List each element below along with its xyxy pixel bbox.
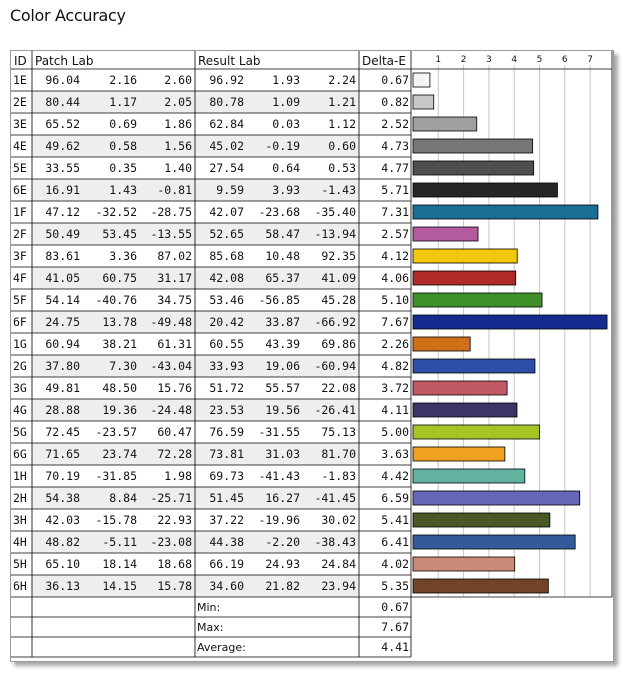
patch-id: 6H <box>13 579 27 593</box>
patch-lab-value: 47.12 <box>45 205 80 219</box>
delta-e-value: 2.52 <box>381 117 409 131</box>
delta-e-bar <box>413 183 557 197</box>
x-tick-label: 7 <box>587 55 593 65</box>
result-lab-value: 30.02 <box>321 513 356 527</box>
patch-id: 1H <box>13 469 27 483</box>
patch-lab-value: 22.93 <box>157 513 192 527</box>
row-shade <box>32 267 359 289</box>
delta-e-bar <box>413 491 580 505</box>
result-lab-value: 45.28 <box>321 293 356 307</box>
x-tick-label: 1 <box>435 55 442 65</box>
result-lab-value: 73.81 <box>209 447 244 461</box>
patch-lab-value: -32.52 <box>95 205 137 219</box>
patch-lab-value: 1.40 <box>164 161 192 175</box>
x-tick-label: 5 <box>536 55 543 65</box>
patch-id: 4E <box>13 139 27 153</box>
result-lab-value: 27.54 <box>209 161 244 175</box>
patch-lab-value: 23.74 <box>102 447 137 461</box>
delta-e-bar <box>413 425 540 439</box>
delta-e-value: 7.31 <box>381 205 409 219</box>
result-lab-value: -1.43 <box>321 183 356 197</box>
delta-e-value: 5.00 <box>381 425 409 439</box>
result-lab-value: 96.92 <box>209 73 244 87</box>
patch-id: 3G <box>13 381 27 395</box>
delta-e-value: 4.82 <box>381 359 409 373</box>
result-lab-value: 51.45 <box>209 491 244 505</box>
delta-e-bar <box>413 359 535 373</box>
patch-id: 2H <box>13 491 27 505</box>
delta-e-value: 4.73 <box>381 139 409 153</box>
patch-lab-value: 1.43 <box>109 183 137 197</box>
delta-e-value: 0.82 <box>381 95 409 109</box>
patch-lab-value: 1.86 <box>164 117 192 131</box>
patch-lab-value: 1.17 <box>109 95 137 109</box>
summary-value: 0.67 <box>381 600 409 614</box>
patch-lab-value: -23.08 <box>150 535 192 549</box>
patch-lab-value: 13.78 <box>102 315 137 329</box>
result-lab-value: 69.73 <box>209 469 244 483</box>
patch-lab-value: 16.91 <box>45 183 80 197</box>
delta-e-bar <box>413 403 517 417</box>
result-lab-value: 1.93 <box>272 73 300 87</box>
summary-value: 7.67 <box>381 620 409 634</box>
row-shade <box>32 91 359 113</box>
patch-lab-value: -23.57 <box>95 425 137 439</box>
patch-id: 1G <box>13 337 27 351</box>
result-lab-value: 1.09 <box>272 95 300 109</box>
result-lab-value: -2.20 <box>265 535 300 549</box>
patch-lab-value: 7.30 <box>109 359 137 373</box>
patch-lab-value: -13.55 <box>150 227 192 241</box>
result-lab-value: 76.59 <box>209 425 244 439</box>
patch-lab-value: -24.48 <box>150 403 192 417</box>
result-lab-value: 45.02 <box>209 139 244 153</box>
page-title: Color Accuracy <box>10 6 126 25</box>
patch-lab-value: 0.58 <box>109 139 137 153</box>
result-lab-value: 42.07 <box>209 205 244 219</box>
result-lab-value: -38.43 <box>314 535 356 549</box>
result-lab-value: 23.94 <box>321 579 356 593</box>
row-shade <box>32 311 359 333</box>
result-lab-value: 37.22 <box>209 513 244 527</box>
delta-e-value: 4.02 <box>381 557 409 571</box>
result-lab-value: 34.60 <box>209 579 244 593</box>
delta-e-bar <box>413 139 533 153</box>
result-lab-value: 16.27 <box>265 491 300 505</box>
header-result-lab: Result Lab <box>198 54 261 68</box>
patch-lab-value: 33.55 <box>45 161 80 175</box>
patch-lab-value: -0.81 <box>157 183 192 197</box>
delta-e-value: 6.41 <box>381 535 409 549</box>
result-lab-value: 65.37 <box>265 271 300 285</box>
result-lab-value: 44.38 <box>209 535 244 549</box>
result-lab-value: 85.68 <box>209 249 244 263</box>
patch-lab-value: 38.21 <box>102 337 137 351</box>
patch-lab-value: 70.19 <box>45 469 80 483</box>
result-lab-value: 19.56 <box>265 403 300 417</box>
patch-id: 3E <box>13 117 27 131</box>
patch-lab-value: 71.65 <box>45 447 80 461</box>
delta-e-bar <box>413 227 478 241</box>
patch-lab-value: 34.75 <box>157 293 192 307</box>
summary-label: Min: <box>197 601 221 614</box>
delta-e-value: 5.35 <box>381 579 409 593</box>
row-shade <box>32 223 359 245</box>
delta-e-value: 5.10 <box>381 293 409 307</box>
x-tick-label: 2 <box>460 55 467 65</box>
patch-lab-value: 15.76 <box>157 381 192 395</box>
patch-id: 4F <box>13 271 27 285</box>
delta-e-value: 5.71 <box>381 183 409 197</box>
result-lab-value: -1.83 <box>321 469 356 483</box>
patch-lab-value: -15.78 <box>95 513 137 527</box>
delta-e-bar <box>413 161 534 175</box>
x-tick-label: 6 <box>561 55 568 65</box>
result-lab-value: 33.87 <box>265 315 300 329</box>
row-shade <box>32 135 359 157</box>
patch-lab-value: 18.68 <box>157 557 192 571</box>
result-lab-value: -23.68 <box>258 205 300 219</box>
result-lab-value: -13.94 <box>314 227 356 241</box>
result-lab-value: 0.60 <box>328 139 356 153</box>
result-lab-value: 51.72 <box>209 381 244 395</box>
result-lab-value: 20.42 <box>209 315 244 329</box>
patch-lab-value: 0.35 <box>109 161 137 175</box>
summary-value: 4.41 <box>381 640 409 654</box>
patch-id: 6F <box>13 315 27 329</box>
delta-e-value: 4.42 <box>381 469 409 483</box>
delta-e-value: 3.63 <box>381 447 409 461</box>
patch-lab-value: 49.62 <box>45 139 80 153</box>
header-delta-e: Delta-E <box>362 54 406 68</box>
result-lab-value: 41.09 <box>321 271 356 285</box>
patch-lab-value: 83.61 <box>45 249 80 263</box>
patch-lab-value: 60.47 <box>157 425 192 439</box>
patch-lab-value: 15.78 <box>157 579 192 593</box>
result-lab-value: -56.85 <box>258 293 300 307</box>
result-lab-value: 24.93 <box>265 557 300 571</box>
delta-e-bar <box>413 447 505 461</box>
delta-e-bar <box>413 513 550 527</box>
patch-lab-value: 72.28 <box>157 447 192 461</box>
delta-e-bar <box>413 249 517 263</box>
patch-lab-value: 48.50 <box>102 381 137 395</box>
patch-lab-value: 18.14 <box>102 557 137 571</box>
row-shade <box>32 399 359 421</box>
delta-e-value: 2.57 <box>381 227 409 241</box>
delta-e-value: 7.67 <box>381 315 409 329</box>
delta-e-bar <box>413 469 525 483</box>
summary-label: Average: <box>197 641 246 654</box>
result-lab-value: -60.94 <box>314 359 356 373</box>
patch-id: 1E <box>13 73 27 87</box>
x-tick-label: 4 <box>511 55 518 65</box>
delta-e-value: 4.11 <box>381 403 409 417</box>
delta-e-bar <box>413 579 548 593</box>
patch-lab-value: 60.94 <box>45 337 80 351</box>
result-lab-value: -66.92 <box>314 315 356 329</box>
patch-lab-value: 28.88 <box>45 403 80 417</box>
patch-lab-value: 24.75 <box>45 315 80 329</box>
delta-e-value: 4.12 <box>381 249 409 263</box>
delta-e-bar <box>413 381 507 395</box>
result-lab-value: 66.19 <box>209 557 244 571</box>
patch-lab-value: -43.04 <box>150 359 192 373</box>
row-shade <box>32 575 359 597</box>
row-shade <box>32 355 359 377</box>
delta-e-value: 0.67 <box>381 73 409 87</box>
patch-id: 3F <box>13 249 27 263</box>
patch-lab-value: 31.17 <box>157 271 192 285</box>
delta-e-bar <box>413 205 598 219</box>
patch-id: 6E <box>13 183 27 197</box>
patch-lab-value: 42.03 <box>45 513 80 527</box>
patch-id: 5F <box>13 293 27 307</box>
delta-e-bar <box>413 95 434 109</box>
header-id: ID <box>14 54 27 68</box>
patch-id: 4H <box>13 535 27 549</box>
result-lab-value: -26.41 <box>314 403 356 417</box>
delta-e-bar <box>413 117 477 131</box>
patch-lab-value: -5.11 <box>102 535 137 549</box>
delta-e-value: 4.06 <box>381 271 409 285</box>
result-lab-value: 2.24 <box>328 73 356 87</box>
patch-lab-value: 14.15 <box>102 579 137 593</box>
header-patch-lab: Patch Lab <box>35 54 94 68</box>
patch-lab-value: 87.02 <box>157 249 192 263</box>
delta-e-bar <box>413 73 430 87</box>
delta-e-value: 6.59 <box>381 491 409 505</box>
patch-lab-value: 61.31 <box>157 337 192 351</box>
result-lab-value: -0.19 <box>265 139 300 153</box>
patch-lab-value: -25.71 <box>150 491 192 505</box>
result-lab-value: 9.59 <box>216 183 244 197</box>
patch-id: 6G <box>13 447 27 461</box>
result-lab-value: 1.21 <box>328 95 356 109</box>
result-lab-value: -19.96 <box>258 513 300 527</box>
delta-e-value: 3.72 <box>381 381 409 395</box>
delta-e-value: 4.77 <box>381 161 409 175</box>
patch-lab-value: 2.60 <box>164 73 192 87</box>
patch-lab-value: 65.10 <box>45 557 80 571</box>
patch-lab-value: -49.48 <box>150 315 192 329</box>
result-lab-value: 52.65 <box>209 227 244 241</box>
delta-e-bar <box>413 535 575 549</box>
delta-e-bar <box>413 271 516 285</box>
patch-id: 5E <box>13 161 27 175</box>
result-lab-value: 58.47 <box>265 227 300 241</box>
patch-lab-value: 80.44 <box>45 95 80 109</box>
x-tick-label: 3 <box>486 55 492 65</box>
patch-id: 1F <box>13 205 27 219</box>
patch-id: 5H <box>13 557 27 571</box>
result-lab-value: 21.82 <box>265 579 300 593</box>
patch-lab-value: 72.45 <box>45 425 80 439</box>
result-lab-value: 0.03 <box>272 117 300 131</box>
result-lab-value: 42.08 <box>209 271 244 285</box>
result-lab-value: 75.13 <box>321 425 356 439</box>
patch-lab-value: 8.84 <box>109 491 137 505</box>
row-shade <box>32 487 359 509</box>
delta-e-bar <box>413 557 515 571</box>
result-lab-value: 92.35 <box>321 249 356 263</box>
row-shade <box>32 443 359 465</box>
delta-e-value: 5.41 <box>381 513 409 527</box>
result-lab-value: 1.12 <box>328 117 356 131</box>
row-shade <box>32 531 359 553</box>
patch-lab-value: 54.14 <box>45 293 80 307</box>
result-lab-value: 22.08 <box>321 381 356 395</box>
patch-id: 2F <box>13 227 27 241</box>
delta-e-bar <box>413 315 607 329</box>
result-lab-value: 3.93 <box>272 183 300 197</box>
result-lab-value: 62.84 <box>209 117 244 131</box>
patch-lab-value: 2.16 <box>109 73 137 87</box>
delta-e-value: 2.26 <box>381 337 409 351</box>
patch-id: 4G <box>13 403 27 417</box>
patch-lab-value: 41.05 <box>45 271 80 285</box>
result-lab-value: 69.86 <box>321 337 356 351</box>
result-lab-value: -31.55 <box>258 425 300 439</box>
patch-lab-value: -31.85 <box>95 469 137 483</box>
result-lab-value: -41.45 <box>314 491 356 505</box>
patch-lab-value: 36.13 <box>45 579 80 593</box>
result-lab-value: 43.39 <box>265 337 300 351</box>
result-lab-value: 31.03 <box>265 447 300 461</box>
result-lab-value: -35.40 <box>314 205 356 219</box>
result-lab-value: 19.06 <box>265 359 300 373</box>
summary-label: Max: <box>197 621 224 634</box>
patch-lab-value: 48.82 <box>45 535 80 549</box>
patch-lab-value: 49.81 <box>45 381 80 395</box>
patch-id: 3H <box>13 513 27 527</box>
result-lab-value: 80.78 <box>209 95 244 109</box>
patch-lab-value: 53.45 <box>102 227 137 241</box>
patch-lab-value: 96.04 <box>45 73 80 87</box>
patch-lab-value: 50.49 <box>45 227 80 241</box>
result-lab-value: 0.53 <box>328 161 356 175</box>
patch-lab-value: 2.05 <box>164 95 192 109</box>
result-lab-value: 23.53 <box>209 403 244 417</box>
patch-lab-value: -40.76 <box>95 293 137 307</box>
patch-lab-value: 0.69 <box>109 117 137 131</box>
patch-id: 2G <box>13 359 27 373</box>
patch-lab-value: 65.52 <box>45 117 80 131</box>
patch-id: 5G <box>13 425 27 439</box>
result-lab-value: 10.48 <box>265 249 300 263</box>
patch-lab-value: 54.38 <box>45 491 80 505</box>
row-shade <box>32 179 359 201</box>
result-lab-value: 24.84 <box>321 557 356 571</box>
result-lab-value: 55.57 <box>265 381 300 395</box>
patch-lab-value: -28.75 <box>150 205 192 219</box>
patch-lab-value: 1.98 <box>164 469 192 483</box>
result-lab-value: 33.93 <box>209 359 244 373</box>
patch-lab-value: 19.36 <box>102 403 137 417</box>
result-lab-value: 0.64 <box>272 161 300 175</box>
patch-id: 2E <box>13 95 27 109</box>
result-lab-value: 53.46 <box>209 293 244 307</box>
patch-lab-value: 3.36 <box>109 249 137 263</box>
patch-lab-value: 60.75 <box>102 271 137 285</box>
patch-lab-value: 37.80 <box>45 359 80 373</box>
result-lab-value: 81.70 <box>321 447 356 461</box>
patch-lab-value: 1.56 <box>164 139 192 153</box>
result-lab-value: -41.43 <box>258 469 300 483</box>
delta-e-bar <box>413 337 470 351</box>
result-lab-value: 60.55 <box>209 337 244 351</box>
delta-e-bar <box>413 293 542 307</box>
